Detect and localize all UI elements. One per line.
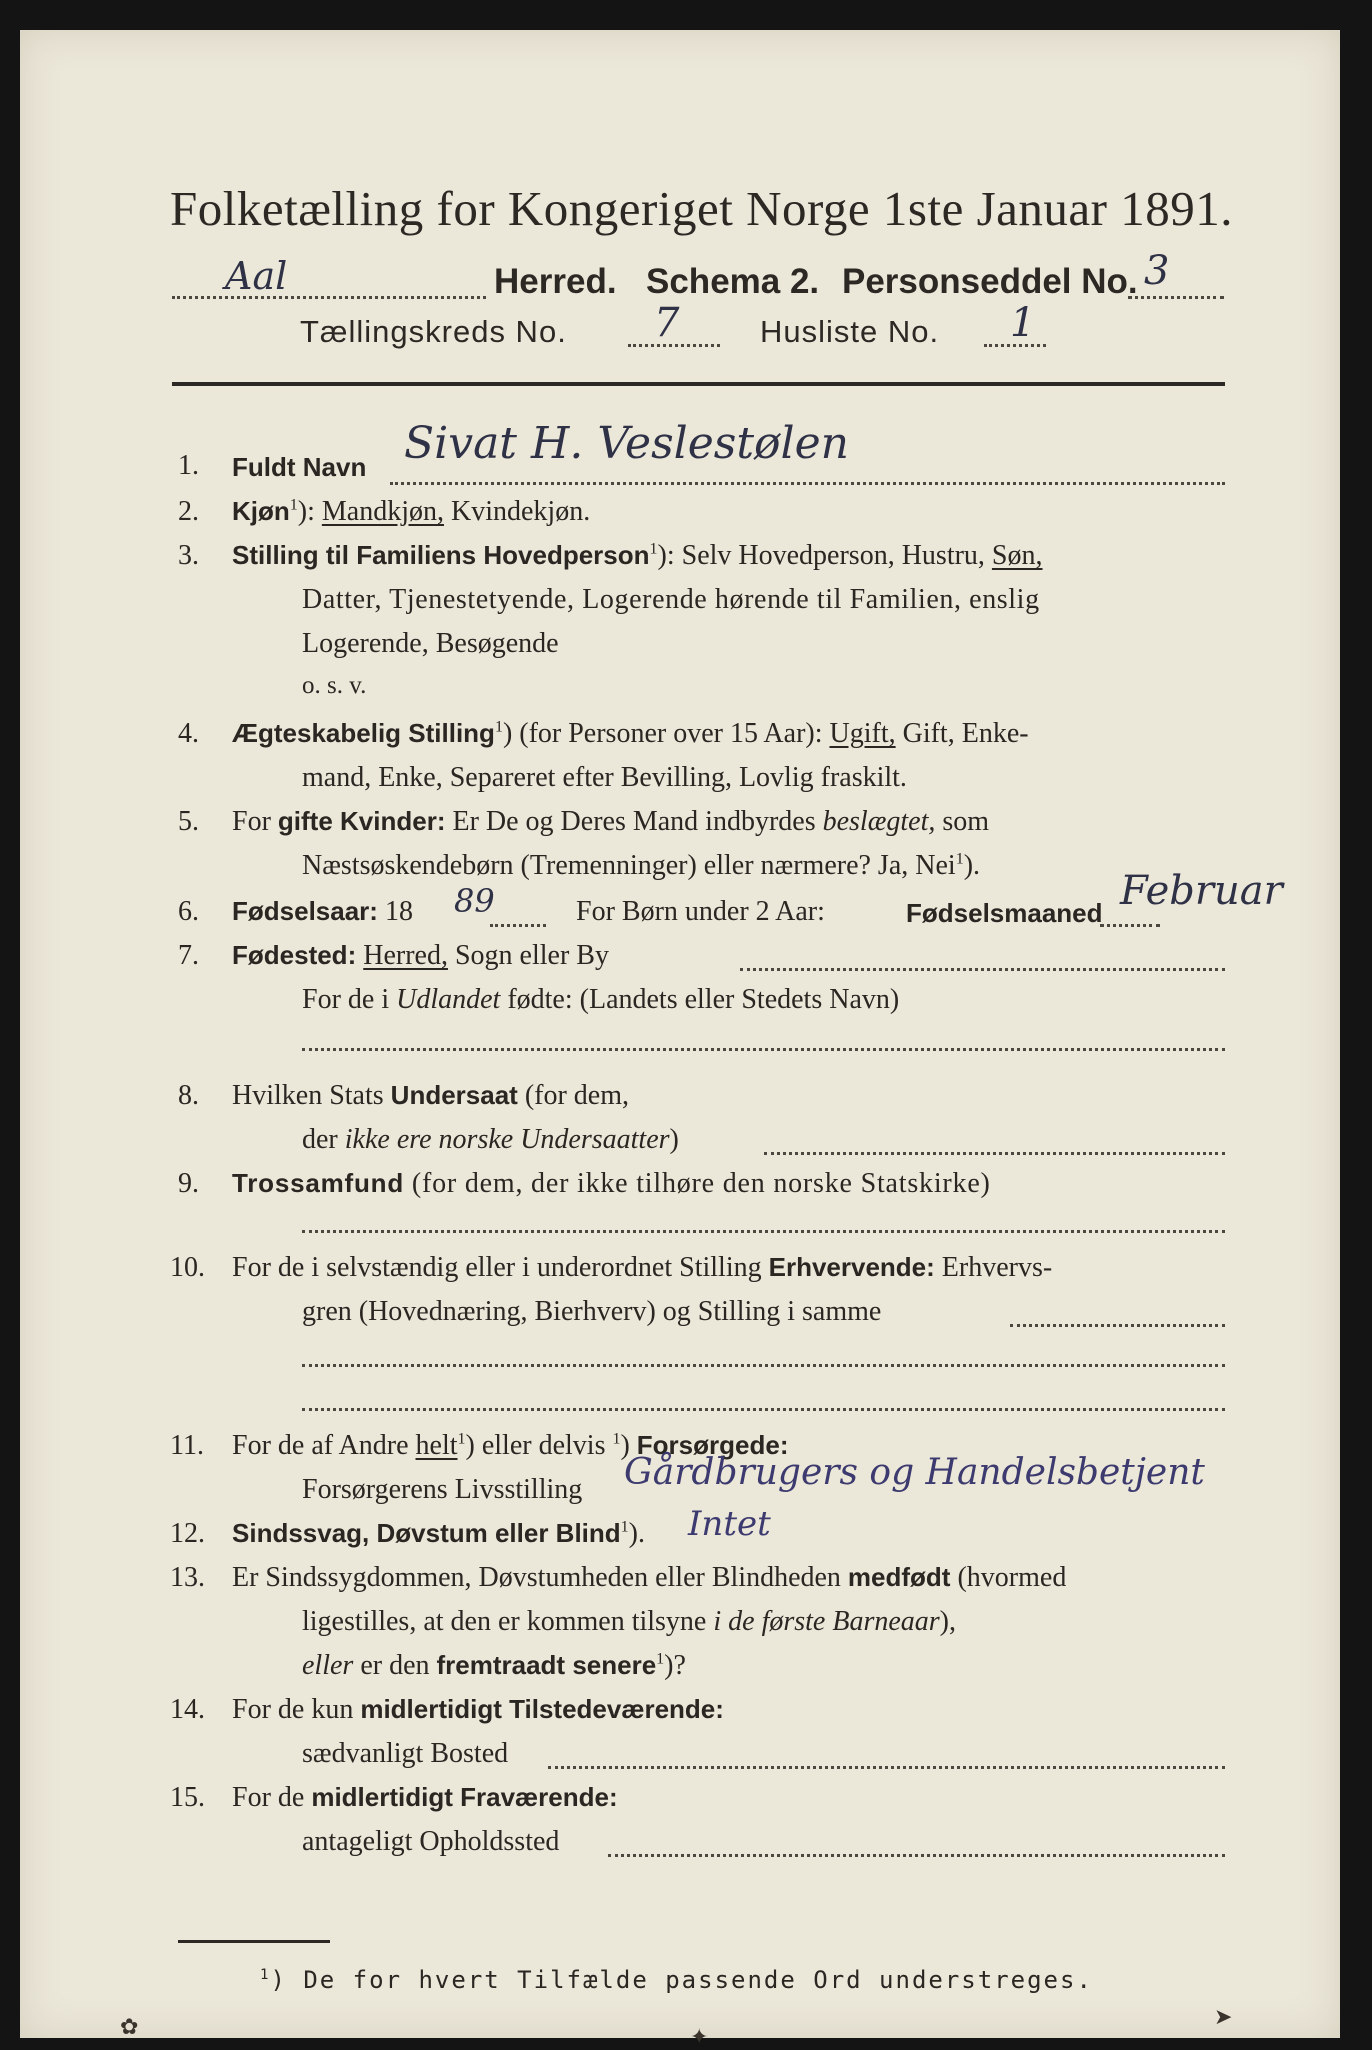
item15-dotted-line (608, 1854, 1225, 1857)
tellingskreds-number-handwritten: 7 (654, 300, 680, 346)
item9-answer-line (302, 1230, 1225, 1233)
item7-text: Sogn eller By (447, 940, 609, 971)
item12-label: Sindssvag, Døvstum eller Blind (232, 1518, 621, 1548)
personseddel-dotted-line (1128, 296, 1224, 299)
item13-line3-end: )? (664, 1650, 686, 1681)
item11-line2: Forsørgerens Livsstilling (302, 1474, 583, 1505)
item3-line3: Logerende, Besøgende (302, 628, 559, 659)
item7-line2-a: For de i (302, 984, 397, 1015)
item5-text-b: som (935, 806, 990, 837)
footnote-rule (178, 1940, 330, 1943)
item-number: 12. (170, 1518, 205, 1549)
item4-text-b: Gift, Enke- (895, 718, 1029, 749)
footnote (260, 1966, 1093, 1994)
item13-line2-b: ), (939, 1606, 956, 1637)
footnote-mark: 1 (955, 850, 964, 868)
item9-label: Trossamfund (232, 1168, 405, 1198)
item6-month-label: Fødselsmaaned (906, 898, 1103, 928)
item4-line1 (232, 718, 1029, 750)
item11-bold: Forsørgede: (636, 1430, 789, 1460)
item6-dotted-line-a (490, 924, 546, 927)
footnote-mark: 1 (457, 1430, 466, 1448)
item-number: 15. (170, 1782, 205, 1813)
item-number: 14. (170, 1694, 205, 1725)
item13-line3-bold: fremtraadt senere (436, 1650, 657, 1680)
item14-text-a: For de kun (232, 1694, 361, 1725)
item2-line: Kjøn$^1$): Mandkjøn, Kvindekjøn. (232, 496, 591, 527)
item6-mid: For Børn under 2 Aar: (576, 896, 825, 927)
item5-italic: beslægtet, (822, 806, 936, 837)
item4-line2: mand, Enke, Separeret efter Bevilling, Lovlig fraskilt. (302, 762, 907, 793)
item1-label: Fuldt Navn (232, 452, 367, 482)
item3-line4: o. s. v. (302, 672, 367, 699)
item10-dotted-line (1010, 1324, 1225, 1327)
item7-answer-line (302, 1048, 1225, 1051)
footnote-mark: 1 (656, 1650, 665, 1668)
provider-occupation-handwritten: Gårdbrugers og Handelsbetjent (624, 1452, 1205, 1493)
item10-answer-line-a (302, 1364, 1225, 1367)
item6-label: Fødselsaar: (232, 896, 378, 926)
item12-line (232, 1518, 645, 1550)
item5-line1 (232, 806, 989, 838)
item7-label: Fødested: (232, 940, 357, 970)
item8-line2-b: ) (669, 1124, 679, 1155)
item7-underlined: Herred, (363, 940, 448, 971)
herred-dotted-line (172, 296, 486, 299)
item6-dotted-line-b (1100, 924, 1160, 927)
item15-bold: midlertidigt Fraværende: (311, 1782, 618, 1812)
item8-italic: ikke ere norske Undersaatter (344, 1124, 670, 1155)
item7-line1 (232, 940, 609, 972)
item-number: 11. (170, 1430, 204, 1461)
item8-text-c: (for dem, (517, 1080, 630, 1111)
personseddel-number-handwritten: 3 (1144, 248, 1170, 294)
item15-line2: antageligt Opholdssted (302, 1826, 560, 1857)
item13-text-a: Er Sindssygdommen, Døvstumheden eller Blindheden (232, 1562, 848, 1593)
item14-line2: sædvanligt Bosted (302, 1738, 509, 1769)
item13-line3-italic: eller (302, 1650, 354, 1681)
ink-blot: ✿ (120, 2015, 139, 2040)
item4-underlined: Ugift, (829, 718, 896, 749)
birth-year-handwritten: 89 (454, 882, 495, 920)
item6-year-prefix: 18 (377, 896, 413, 927)
tellingskreds-label: Tællingskreds No. (300, 314, 567, 349)
item5-question: Næstsøskendebørn (Tremenninger) eller nærmere? Ja, Nei (302, 850, 956, 881)
item7-italic: Udlandet (396, 984, 501, 1015)
item14-bold: midlertidigt Tilstedeværende: (360, 1694, 724, 1724)
item9-text: (for dem, der ikke tilhøre den norske Statskirke) (404, 1168, 991, 1199)
item5-end: ). (963, 850, 981, 881)
item3-underlined: Søn, (991, 540, 1043, 571)
item8-text-a: Hvilken Stats (232, 1080, 391, 1111)
item8-line2 (302, 1124, 679, 1156)
item13-bold: medfødt (847, 1562, 951, 1592)
item3-line2: Datter, Tjenestetyende, Logerende hørende til Familien, enslig (302, 584, 1040, 615)
item-number: 1. (178, 450, 199, 481)
footnote-mark: 1 (620, 1518, 629, 1536)
item9-line (232, 1168, 991, 1200)
item-number: 4. (178, 718, 199, 749)
item6-line (232, 896, 413, 928)
item-number: 3. (178, 540, 199, 571)
item13-line2 (302, 1606, 956, 1638)
husliste-label: Husliste No. (760, 314, 940, 349)
item1-dotted-line (390, 482, 1225, 485)
personseddel-label: Personseddel No. (842, 262, 1138, 301)
item14-dotted-line (548, 1766, 1225, 1769)
item8-line1 (232, 1080, 629, 1112)
herred-name-handwritten: Aal (225, 254, 288, 298)
item10-line1 (232, 1252, 1052, 1284)
schema-label: Schema 2. (646, 262, 820, 301)
item15-line1 (232, 1782, 618, 1814)
item10-text-c: Erhvervs- (934, 1252, 1053, 1283)
census-form-page (20, 30, 1340, 2050)
item10-line2: gren (Hovednæring, Bierhverv) og Stilling i samme (302, 1296, 882, 1327)
full-name-handwritten: Sivat H. Veslestølen (404, 418, 849, 469)
item4-label: Ægteskabelig Stilling (232, 718, 495, 748)
item11-underlined: helt (415, 1430, 458, 1461)
husliste-number-handwritten: 1 (1010, 300, 1036, 346)
herred-label: Herred. (494, 262, 617, 301)
item13-italic: i de første Barneaar (713, 1606, 940, 1637)
item-number: 10. (170, 1252, 205, 1283)
item13-line3-a: er den (353, 1650, 437, 1681)
item10-bold: Erhvervende: (768, 1252, 935, 1282)
item-number: 6. (178, 896, 199, 927)
footnote-mark: 1 (289, 496, 298, 514)
item-number: 7. (178, 940, 199, 971)
item3-text: ): Selv Hovedperson, Hustru, (657, 540, 992, 571)
item13-line2-a: ligestilles, at den er kommen tilsyne (302, 1606, 714, 1637)
item5-line2 (302, 850, 980, 882)
item14-line1 (232, 1694, 724, 1726)
footnote-mark: 1 (649, 540, 658, 558)
item2-label: Kjøn (232, 496, 290, 526)
item13-text-b: (hvormed (950, 1562, 1067, 1593)
item12-end: ). (628, 1518, 645, 1549)
item-number: 9. (178, 1168, 199, 1199)
footnote-mark: 1 (494, 718, 503, 736)
form-title: Folketælling for Kongeriget Norge 1ste Januar 1891. (170, 181, 1233, 236)
item5-label-b: gifte Kvinder: (277, 806, 446, 836)
item11-text-b: ) eller delvis (465, 1430, 613, 1461)
item7-dotted-line (740, 968, 1225, 971)
item10-answer-line-b (302, 1408, 1225, 1411)
item5-label-a: For (232, 806, 278, 837)
item2-underlined: Mandkjøn, (321, 496, 444, 527)
item3-line1 (232, 540, 1043, 572)
item11-text-c: ) (620, 1430, 637, 1461)
item7-line2-b: fødte: (Landets eller Stedets Navn) (500, 984, 900, 1015)
footnote-text: ) De for hvert Tilfælde passende Ord understreges. (270, 1966, 1093, 1994)
header-rule (172, 382, 1225, 386)
item-number: 8. (178, 1080, 199, 1111)
item2-text: Kvindekjøn. (443, 496, 591, 527)
item8-bold: Undersaat (390, 1080, 518, 1110)
item-number: 5. (178, 806, 199, 837)
ink-blot: ➤ (1214, 2005, 1233, 2030)
disability-value-handwritten: Intet (688, 1504, 771, 1544)
item-number: 2. (178, 496, 199, 527)
item3-label: Stilling til Familiens Hovedperson (232, 540, 650, 570)
item15-text-a: For de (232, 1782, 312, 1813)
item5-text: Er De og Deres Mand indbyrdes (445, 806, 823, 837)
item13-line1 (232, 1562, 1066, 1594)
ink-blot: ✦ (690, 2025, 709, 2050)
item-number: 13. (170, 1562, 205, 1593)
footnote-mark-2: 1 (612, 1430, 621, 1448)
item8-line2-a: der (302, 1124, 345, 1155)
item4-text: ) (for Personer over 15 Aar): (502, 718, 830, 749)
item7-line2 (302, 984, 899, 1016)
item8-dotted-line (764, 1152, 1225, 1155)
footnote-mark: 1 (260, 1967, 271, 1983)
item10-text-a: For de i selvstændig eller i underordnet Stilling (232, 1252, 769, 1283)
item13-line3 (302, 1650, 686, 1682)
birth-month-handwritten: Februar (1120, 868, 1283, 914)
item11-text-a: For de af Andre (232, 1430, 416, 1461)
